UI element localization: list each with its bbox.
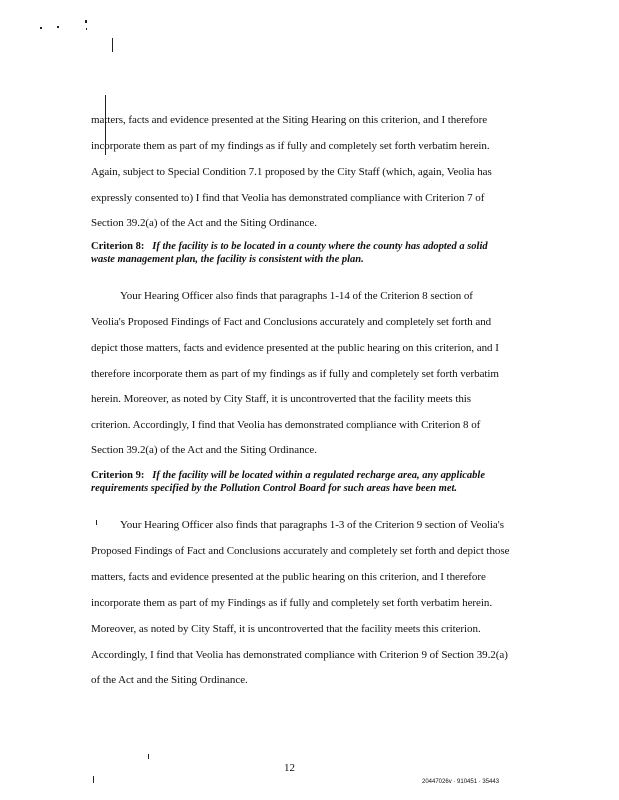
body-text-line: Proposed Findings of Fact and Conclusions accurately and completely set forth and depict those <box>91 545 510 557</box>
body-text-line: Section 39.2(a) of the Act and the Siting Ordinance. <box>91 217 317 229</box>
body-text-line: matters, facts and evidence presented at the Siting Hearing on this criterion, and I therefore <box>91 114 488 126</box>
body-text-line: expressly consented to) I find that Veolia has demonstrated compliance with Criterion 7 of <box>91 192 485 204</box>
scan-speck <box>96 520 97 525</box>
page-number: 12 <box>284 762 295 774</box>
body-text-line: Accordingly, I find that Veolia has demonstrated compliance with Criterion 9 of Section 39.2(a) <box>91 649 508 661</box>
scan-speck <box>86 28 87 30</box>
criterion-label: Criterion 8: <box>91 241 145 252</box>
criterion-9-heading-cont: requirements specified by the Pollution Control Board for such areas have been met. <box>91 483 458 494</box>
body-text-line: criterion. Accordingly, I find that Veolia has demonstrated compliance with Criterion 8 of <box>91 419 481 431</box>
scan-speck <box>93 776 94 783</box>
criterion-8-heading <box>91 240 488 253</box>
footer-doc-code: 20447026v · 910451 · 35443 <box>422 779 500 785</box>
body-text-line: Veolia's Proposed Findings of Fact and Conclusions accurately and completely set forth and <box>91 316 492 328</box>
scan-speck <box>57 26 59 28</box>
body-text-line: of the Act and the Siting Ordinance. <box>91 674 248 686</box>
body-text-line: herein. Moreover, as noted by City Staff, it is uncontroverted that the facility meets this <box>91 393 472 405</box>
criterion-9-heading <box>91 469 485 482</box>
body-text-line: Section 39.2(a) of the Act and the Siting Ordinance. <box>91 444 317 456</box>
body-text-line: incorporate them as part of my findings as if fully and completely set forth verbatim herein. <box>91 140 490 152</box>
scan-speck <box>40 27 42 29</box>
criterion-question: If the facility is to be located in a county where the county has adopted a solid <box>152 241 488 252</box>
criterion-question: If the facility will be located within a regulated recharge area, any applicable <box>152 470 485 481</box>
body-text-line: incorporate them as part of my Findings as if fully and completely set forth verbatim herein. <box>91 597 493 609</box>
criterion-label: Criterion 9: <box>91 470 145 481</box>
body-text-line: therefore incorporate them as part of my findings as if fully and completely set forth verbatim <box>91 368 499 380</box>
body-text-line: Moreover, as noted by City Staff, it is uncontroverted that the facility meets this criterion. <box>91 623 481 635</box>
scan-line-mark <box>112 38 113 52</box>
body-text-line: matters, facts and evidence presented at the public hearing on this criterion, and I therefore <box>91 571 486 583</box>
body-text-line: Your Hearing Officer also finds that paragraphs 1-3 of the Criterion 9 section of Veolia's <box>120 519 504 531</box>
body-text-line: Your Hearing Officer also finds that paragraphs 1-14 of the Criterion 8 section of <box>120 290 473 302</box>
scan-speck <box>148 754 149 759</box>
body-text-line: Again, subject to Special Condition 7.1 proposed by the City Staff (which, again, Veolia has <box>91 166 492 178</box>
scan-speck <box>85 20 87 23</box>
body-text-line: depict those matters, facts and evidence presented at the public hearing on this criterion, and I <box>91 342 499 354</box>
criterion-8-heading-cont: waste management plan, the facility is consistent with the plan. <box>91 254 364 265</box>
